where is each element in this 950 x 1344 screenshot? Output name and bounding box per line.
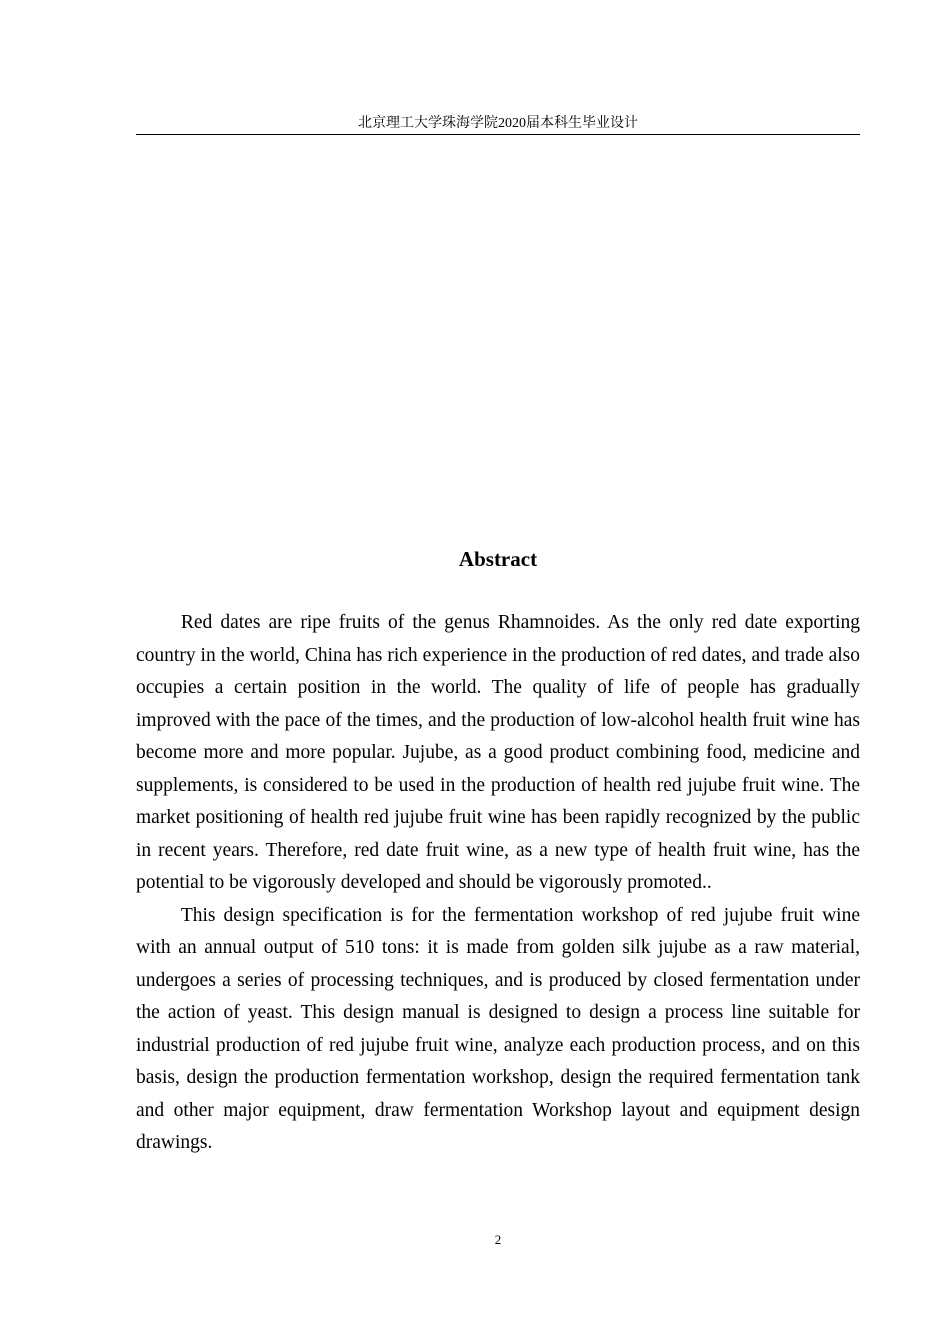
page-header [136, 116, 860, 135]
header-text: 北京理工大学珠海学院2020届本科生毕业设计 [358, 116, 638, 131]
page-number: 2 [494, 1232, 502, 1247]
abstract-paragraph-1: Red dates are ripe fruits of the genus Rhamnoides. As the only red date exporting country in the world, China has rich experience in the production of red dates, and trade also occupies a certain position in the world. The quality of life of people has gradually improved with the pace of the times, and the production of low-alcohol health fruit wine has become more and more popular. Jujube, as a good product combining food, medicine and supplements, is considered to be used in the production of health red jujube fruit wine. The market positioning of health red jujube fruit wine has been rapidly recognized by the public in recent years. Therefore, red date fruit wine, as a new type of health fruit wine, has the potential to be vigorously developed and should be vigorously promoted.. [136, 612, 860, 893]
abstract-paragraph-2: This design specification is for the fermentation workshop of red jujube fruit wine with an annual output of 510 tons: it is made from golden silk jujube as a raw material, undergoes a series of processing techniques, and is produced by closed fermentation under the action of yeast. This design manual is designed to design a process line suitable for industrial production of red jujube fruit wine, analyze each production process, and on this basis, design the production fermentation workshop, design the required fermentation tank and other major equipment, draw fermentation Workshop layout and equipment design drawings. [136, 904, 860, 1153]
abstract-body [136, 607, 860, 1160]
abstract-title: Abstract [458, 547, 538, 571]
